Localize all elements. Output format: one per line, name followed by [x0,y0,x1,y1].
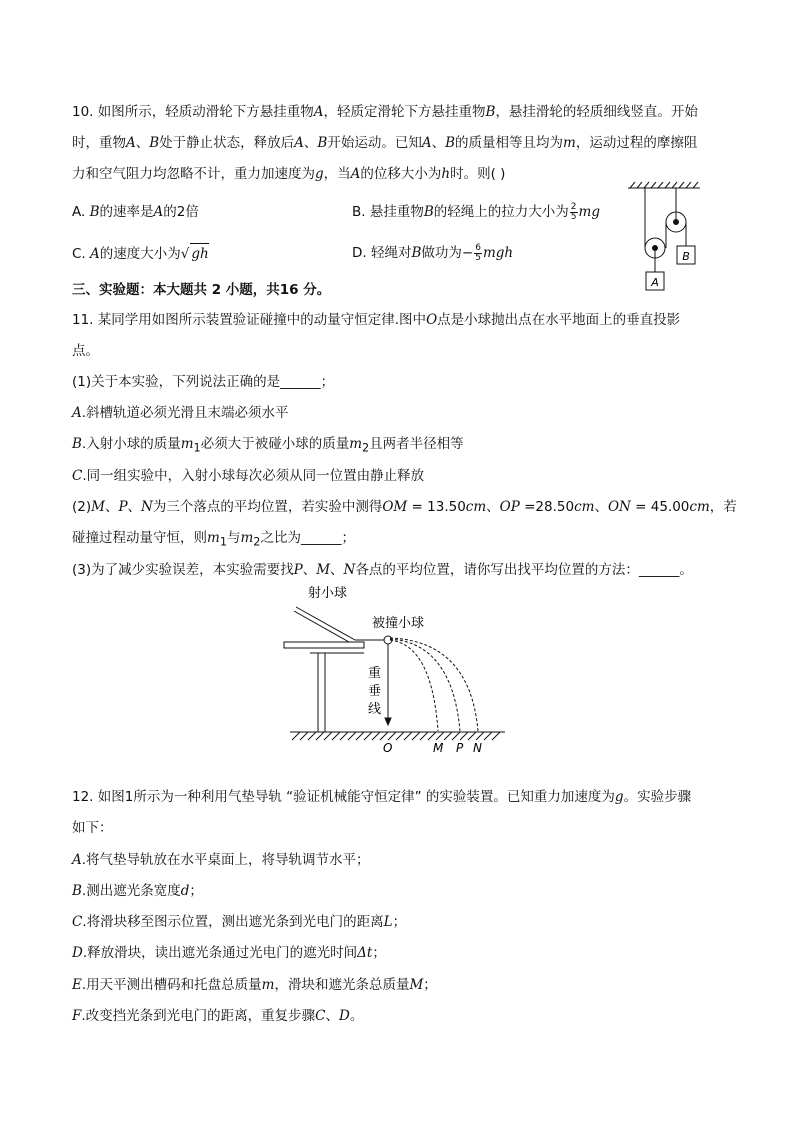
pulley-figure [624,180,706,296]
point-p: P [456,741,464,755]
label-plumb-1: 重 [368,666,382,681]
point-o: O [383,741,393,755]
q11-line-1: 11. 某同学用如图所示装置验证碰撞中的动量守恒定律.图中O点是小球抛出点在水平地面上的垂直投影 [72,312,681,328]
sqrt-icon: √ [180,246,190,262]
point-m: M [433,741,444,755]
q12-step-a: A.将气垫导轨放在水平桌面上，将导轨调节水平； [72,852,370,868]
q12-step-e: E.用天平测出槽码和托盘总质量m，滑块和遮光条总质量M； [72,977,437,993]
q10-line-3: 力和空气阻力均忽略不计，重力加速度为g，当A的位移大小为h时。则( ) [72,166,506,182]
pulley-label-a: A [651,276,659,289]
label-incident-ball: 射小球 [308,586,348,601]
fraction-6-5: $\frac{6}{5}$ [475,242,481,263]
q10-option-d: D. 轻绳对B做功为− $\frac{6}{5}$ mgh [352,242,514,263]
label-plumb-3: 线 [368,702,382,717]
q11-option-c: C.同一组实验中，入射小球每次必须从同一位置由静止释放 [72,468,425,484]
q11-part-2: (2)M、P、N为三个落点的平均位置，若实验中测得OM = 13.50cm、OP =28.50cm、ON = 45.00cm，若 [72,499,737,515]
pulley-label-b: B [682,250,690,263]
q11-option-a: A.斜槽轨道必须光滑且末端必须水平 [72,405,289,421]
q10-option-a: A. B的速率是A的2倍 [72,204,199,220]
q11-option-b: B.入射小球的质量$m_1$必须大于被碰小球的质量$m_2$且两者半径相等 [72,436,464,455]
q12-step-b: B.测出遮光条宽度d； [72,883,203,899]
label-target-ball: 被撞小球 [372,616,425,631]
fraction-2-5: $\frac{2}{5}$ [570,201,577,222]
q10-option-c: C. A的速度大小为√ gh [72,243,209,264]
q11-part-3: (3)为了减少实验误差，本实验需要找P、M、N各点的平均位置，请你写出找平均位置的方法：______。 [72,562,693,578]
q12-line-1: 12. 如图1所示为一种利用气垫导轨 “验证机械能守恒定律” 的实验装置。已知重力加速度为g。实验步骤 [72,789,692,805]
section-3-heading: 三、实验题：本大题共 2 小题，共16 分。 [72,282,331,298]
q12-line-2: 如下： [72,820,113,836]
q11-part-2-line-2: 碰撞过程动量守恒，则$m_1$与$m_2$之比为______； [72,530,355,549]
point-n: N [473,741,482,755]
label-plumb-2: 垂 [368,684,382,699]
q11-part-1: (1)关于本实验，下列说法正确的是______； [72,374,335,390]
q12-step-f: F.改变挡光条到光电门的距离，重复步骤C、D。 [72,1008,364,1024]
collision-figure [280,585,510,755]
q12-step-d: D.释放滑块，读出遮光条通过光电门的遮光时间Δt； [72,945,386,961]
q10-option-b: B. 悬挂重物B的轻绳上的拉力大小为 $\frac{2}{5}$ mg [352,201,600,222]
q10-line-1: 10. 如图所示，轻质动滑轮下方悬挂重物A，轻质定滑轮下方悬挂重物B，悬挂滑轮的轻质细线竖直。开始 [72,104,698,120]
q12-step-c: C.将滑块移至图示位置，测出遮光条到光电门的距离L； [72,914,407,930]
q11-line-2: 点。 [72,343,99,359]
q10-line-2: 时，重物A、B处于静止状态，释放后A、B开始运动。已知A、B的质量相等且均为m，运动过程的摩擦阻 [72,135,698,151]
